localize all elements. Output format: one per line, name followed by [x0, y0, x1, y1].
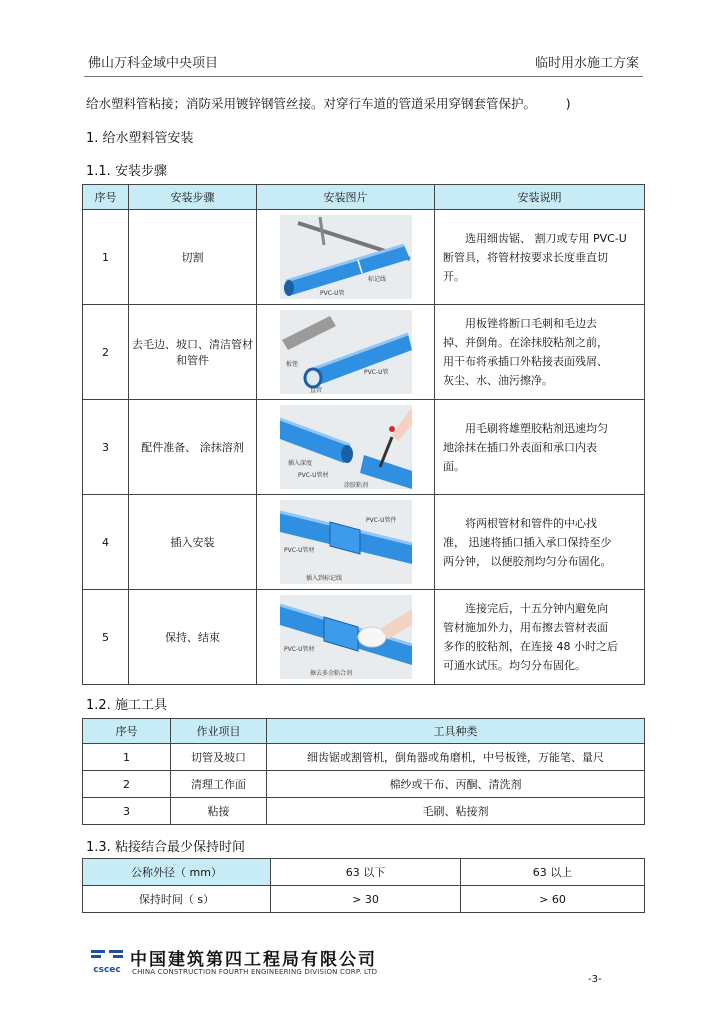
step-number: 4 — [83, 495, 129, 590]
step-description: 用板锉将断口毛刺和毛边去 掉、并倒角。在涂抹胶粘剂之前， 用干布将承插口外粘接表面残屑、 灰尘、水、油污擦净。 — [435, 305, 645, 400]
step-photo — [257, 400, 435, 495]
cscec-logo-icon — [90, 946, 124, 976]
table-row — [83, 305, 645, 400]
page-header — [88, 52, 639, 74]
project-name: 佛山万科金域中央项目 — [88, 56, 219, 71]
step-description: 连接完后，十五分钟内避免向 管材施加外力，用布擦去管材表面 多作的胶粘剂，在连接 48 小时之后 可通水试压。均匀分布固化。 — [435, 590, 645, 685]
step-photo — [257, 210, 435, 305]
photo-label: PVC-U管 — [319, 290, 344, 297]
section-1-heading: 1. 给水塑料管安装 — [86, 131, 194, 146]
company-name-english: CHINA CONSTRUCTION FOURTH ENGINEERING DIVISION CORP. LTD — [132, 968, 378, 976]
photo-label: 涂胶粘剂 — [343, 482, 368, 489]
inserting-pipe-image — [280, 500, 412, 584]
step-description: 用毛刷将雄塑胶粘剂迅速均匀 地涂抹在插口外表面和承口内表 面。 — [435, 400, 645, 495]
photo-label: PVC-U管件 — [365, 517, 396, 524]
step-number: 5 — [83, 590, 129, 685]
step-name: 切割 — [129, 210, 257, 305]
logo-text: cscec — [93, 965, 121, 975]
table-row: 公称外径（ mm） 63 以下 63 以上 — [83, 859, 645, 886]
col-header-photo: 安装图片 — [257, 185, 435, 210]
row-label: 公称外径（ mm） — [83, 859, 271, 886]
col-header-desc: 安装说明 — [435, 185, 645, 210]
table-row — [83, 590, 645, 685]
photo-label: PVC-U管 — [363, 369, 388, 376]
photo-label: 插入深度 — [287, 460, 312, 467]
intro-tail: ) — [565, 96, 571, 111]
document-title: 临时用水施工方案 — [534, 56, 639, 71]
table-row: 3 粘接 毛刷、粘接剂 — [83, 798, 645, 825]
step-number: 2 — [83, 305, 129, 400]
construction-tools-table — [82, 718, 645, 825]
step-description: 选用细齿锯、 割刀或专用 PVC-U 断管具，将管材按要求长度垂直切 开。 — [435, 210, 645, 305]
intro-text: 给水塑料管粘接；消防采用镀锌钢管丝接。对穿行车道的管道采用穿钢套管保护。 — [86, 96, 530, 111]
step-name: 配件准备、 涂抹溶剂 — [129, 400, 257, 495]
installation-steps-table — [82, 184, 645, 685]
holding-joint-image — [280, 595, 412, 679]
holding-time-table — [82, 858, 645, 913]
col-header-tools: 工具种类 — [267, 719, 645, 744]
table-row: 1 切管及坡口 细齿锯或割管机，倒角器或角磨机，中号板锉，万能笔、量尺 — [83, 744, 645, 771]
col-header-no: 序号 — [83, 185, 129, 210]
section-1-1-heading: 1.1. 安装步骤 — [86, 164, 167, 179]
section-1-2-heading: 1.2. 施工工具 — [86, 698, 167, 713]
step-photo — [257, 305, 435, 400]
table-header-row — [83, 185, 645, 210]
photo-label: 擦去多余粘合剂 — [309, 670, 352, 677]
photo-label: 板锉 — [285, 361, 298, 368]
photo-label: 标记线 — [367, 276, 386, 283]
step-photo — [257, 590, 435, 685]
table-header-row — [83, 719, 645, 744]
page-number: -3- — [588, 974, 602, 985]
table-row — [83, 400, 645, 495]
col-header-step: 安装步骤 — [129, 185, 257, 210]
company-name: 中国建筑第四工程局有限公司 — [130, 950, 377, 970]
photo-label: PVC-U管材 — [283, 547, 314, 554]
step-description: 将两根管材和管件的中心找 准， 迅速将插口插入承口保持至少 两分钟， 以便胶剂均匀分布固化。 — [435, 495, 645, 590]
table-row — [83, 495, 645, 590]
photo-label: 插入到标记线 — [305, 575, 342, 582]
step-name: 去毛边、坡口、清洁管材和管件 — [129, 305, 257, 400]
row-label: 保持时间（ s） — [83, 886, 271, 913]
step-number: 3 — [83, 400, 129, 495]
photo-label: PVC-U管材 — [297, 472, 328, 479]
step-name: 插入安装 — [129, 495, 257, 590]
cutting-pipe-image — [280, 215, 412, 299]
photo-label: PVC-U管材 — [283, 646, 314, 653]
step-name: 保持、结束 — [129, 590, 257, 685]
col-header-no: 序号 — [83, 719, 171, 744]
col-header-item: 作业项目 — [171, 719, 267, 744]
header-rule — [84, 76, 643, 77]
step-photo — [257, 495, 435, 590]
table-row: 2 清理工作面 棉纱或干布、丙酮、清洗剂 — [83, 771, 645, 798]
table-row: 保持时间（ s） > 30 > 60 — [83, 886, 645, 913]
photo-label: 直管 — [309, 387, 322, 394]
intro-paragraph — [86, 94, 571, 112]
section-1-3-heading: 1.3. 粘接结合最少保持时间 — [86, 840, 245, 855]
deburring-pipe-image — [280, 310, 412, 394]
applying-solvent-image — [280, 405, 412, 489]
step-number: 1 — [83, 210, 129, 305]
table-row — [83, 210, 645, 305]
